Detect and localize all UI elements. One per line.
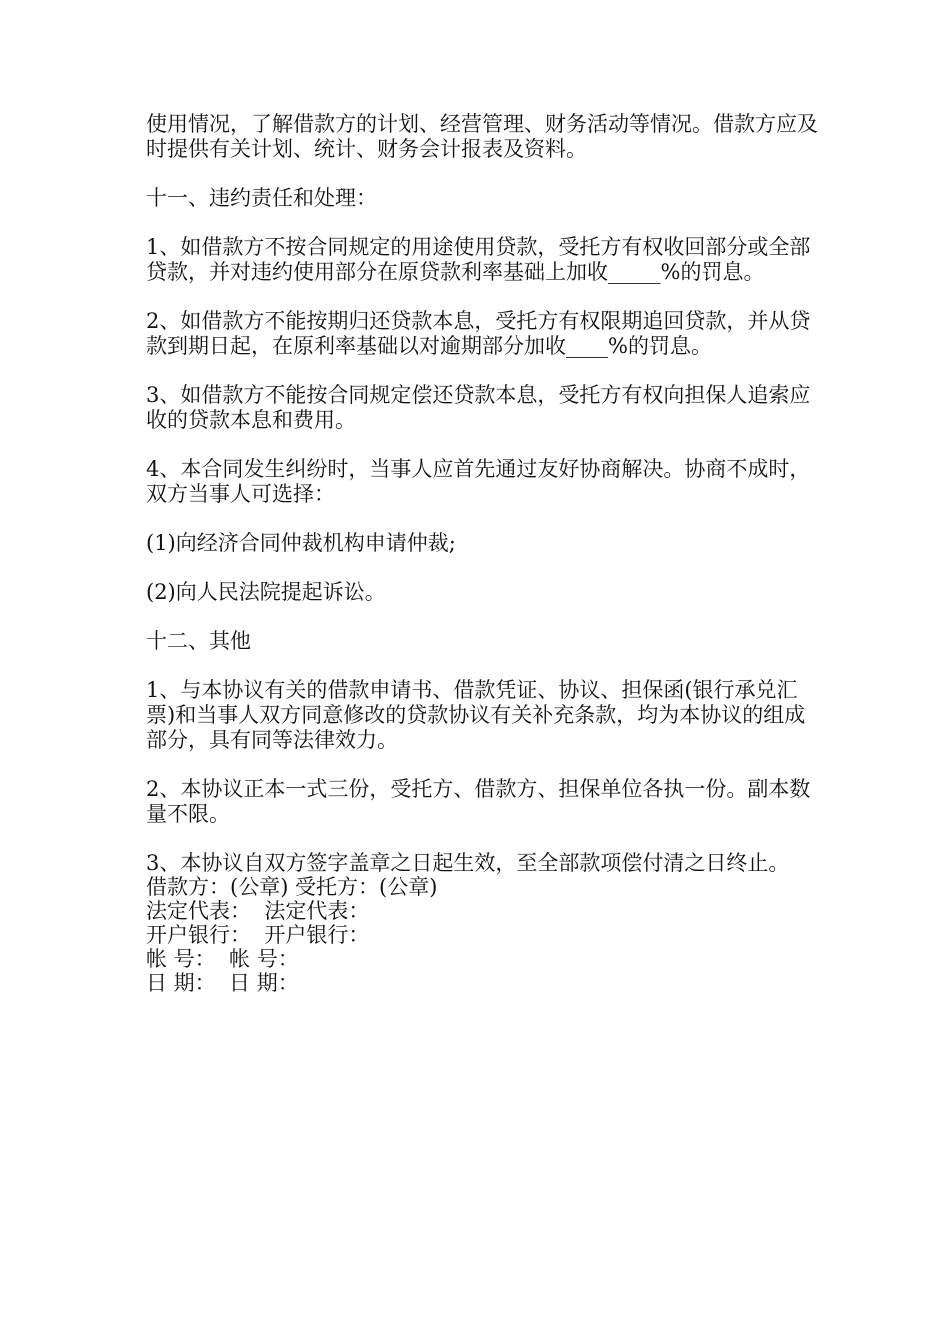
section-heading-breach: 十一、违约责任和处理： — [146, 186, 377, 210]
clause-breach-3: 3、如借款方不能按合同规定偿还贷款本息，受托方有权向担保人追索应收的贷款本息和费用。 — [146, 383, 811, 432]
clause-breach-2: 2、如借款方不能按期归还贷款本息，受托方有权限期追回贷款，并从贷款到期日起，在原利率基础以对逾期部分加收____%的罚息。 — [146, 309, 811, 358]
option-litigation: (2)向人民法院提起诉讼。 — [146, 580, 386, 604]
signature-legal-rep-line: 法定代表： 法定代表： — [146, 899, 370, 923]
signature-account-line: 帐 号： 帐 号： — [146, 947, 299, 971]
signature-seal-line: 借款方：(公章) 受托方：(公章) — [146, 875, 438, 899]
clause-other-1: 1、与本协议有关的借款申请书、借款凭证、协议、担保函(银行承兑汇票)和当事人双方同意修改的贷款协议有关补充条款，均为本协议的组成部分，具有同等法律效力。 — [146, 678, 806, 752]
closing-and-signature-block — [146, 851, 826, 995]
paragraph-usage-info: 使用情况，了解借款方的计划、经营管理、财务活动等情况。借款方应及时提供有关计划、统计、财务会计报表及资料。 — [146, 112, 818, 161]
document-page — [146, 112, 826, 995]
option-arbitration: (1)向经济合同仲裁机构申请仲裁; — [146, 531, 456, 555]
clause-breach-1: 1、如借款方不按合同规定的用途使用贷款，受托方有权收回部分或全部贷款，并对违约使用部分在原贷款利率基础上加收_____%的罚息。 — [146, 235, 811, 284]
clause-other-3: 3、本协议自双方签字盖章之日起生效，至全部款项偿付清之日终止。 — [146, 851, 790, 875]
signature-bank-line: 开户银行： 开户银行： — [146, 923, 370, 947]
section-heading-other: 十二、其他 — [146, 629, 251, 653]
signature-date-line: 日 期： 日 期： — [146, 971, 299, 995]
clause-other-2: 2、本协议正本一式三份，受托方、借款方、担保单位各执一份。副本数量不限。 — [146, 777, 811, 826]
clause-breach-4: 4、本合同发生纠纷时，当事人应首先通过友好协商解决。协商不成时，双方当事人可选择： — [146, 457, 811, 506]
